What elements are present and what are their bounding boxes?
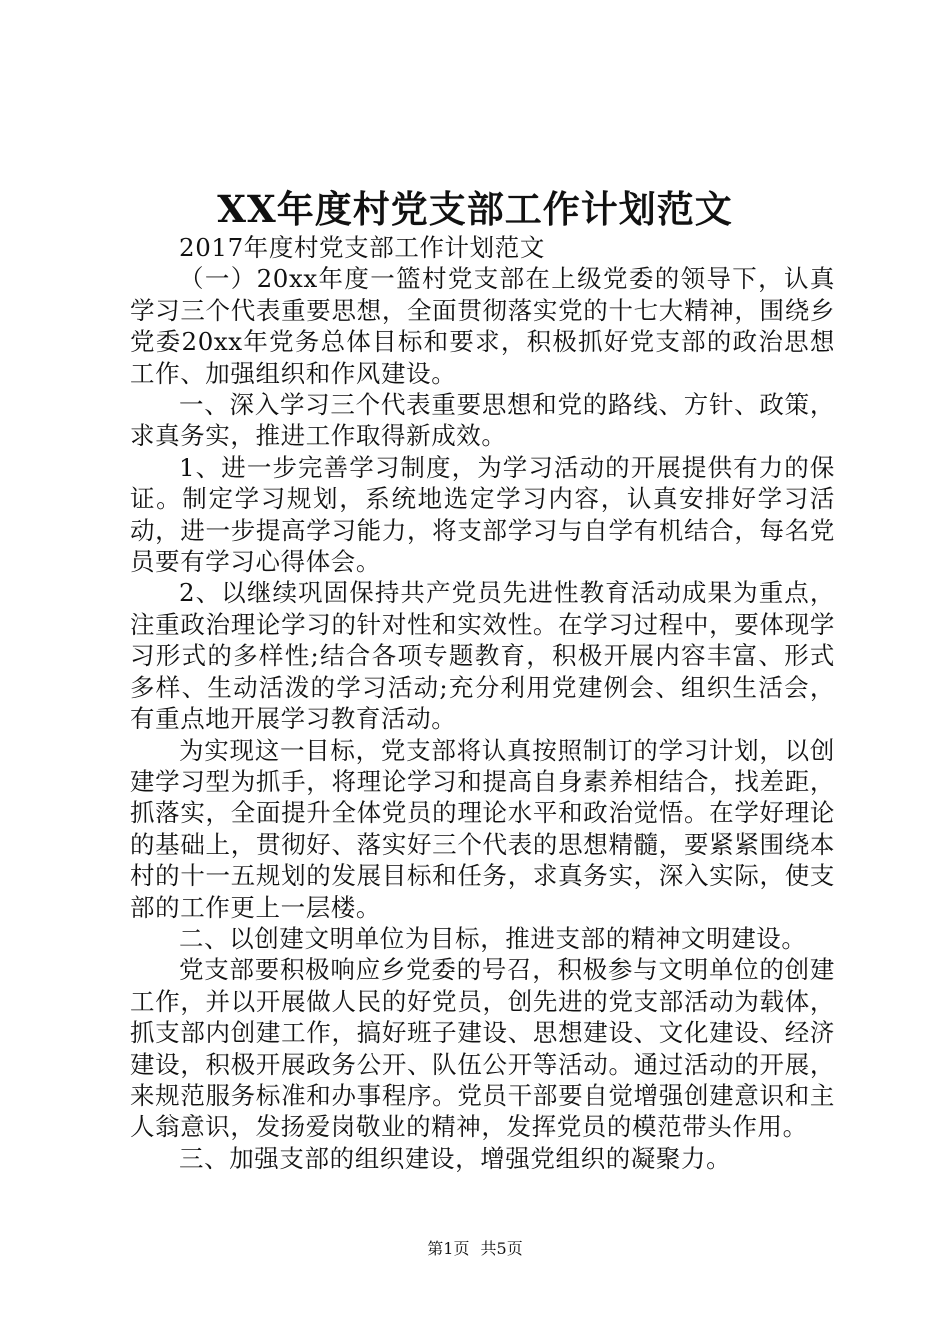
document-title: XX年度村党支部工作计划范文 — [217, 187, 733, 231]
page-number: 第1页 — [427, 1239, 470, 1258]
paragraph-section-1-heading: 一、深入学习三个代表重要思想和党的路线、方针、政策，求真务实，推进工作取得新成效。 — [130, 390, 835, 451]
page-total: 共5页 — [480, 1239, 523, 1258]
paragraph-section-2-heading: 二、以创建文明单位为目标，推进支部的精神文明建设。 — [179, 923, 807, 953]
paragraph-intro: （一）20xx年度一篮村党支部在上级党委的领导下，认真学习三个代表重要思想，全面贯彻落实党的十七大精神，围绕乡党委20xx年党务总体目标和要求，积极抓好党支部的政治思想工作、加强组织和作风建设。 — [130, 264, 835, 388]
paragraph-goal: 为实现这一目标，党支部将认真按照制订的学习计划，以创建学习型为抓手，将理论学习和提高自身素养相结合，找差距，抓落实，全面提升全体党员的理论水平和政治觉悟。在学好理论的基础上，贯彻好、落实好三个代表的思想精髓，要紧紧围绕本村的十一五规划的发展目标和任务，求真务实，深入实际，使支部的工作更上一层楼。 — [130, 735, 835, 922]
paragraph-subtitle: 2017年度村党支部工作计划范文 — [179, 233, 545, 262]
paragraph-section-2-body: 党支部要积极响应乡党委的号召，积极参与文明单位的创建工作，并以开展做人民的好党员，创先进的党支部活动为载体，抓支部内创建工作，搞好班子建设、思想建设、文化建设、经济建设，积极开展政务公开、队伍公开等活动。通过活动的开展，来规范服务标准和办事程序。党员干部要自觉增强创建意识和主人翁意识，发扬爱岗敬业的精神，发挥党员的模范带头作用。 — [130, 955, 835, 1142]
page-footer — [0, 1238, 950, 1260]
document-body — [130, 232, 835, 1174]
paragraph-section-3-heading: 三、加强支部的组织建设，增强党组织的凝聚力。 — [179, 1143, 732, 1173]
paragraph-item-1: 1、进一步完善学习制度，为学习活动的开展提供有力的保证。制定学习规划，系统地选定学习内容，认真安排好学习活动，进一步提高学习能力，将支部学习与自学有机结合，每名党员要有学习心得体会。 — [130, 452, 835, 577]
paragraph-item-2: 2、以继续巩固保持共产党员先进性教育活动成果为重点，注重政治理论学习的针对性和实效性。在学习过程中，要体现学习形式的多样性;结合各项专题教育，积极开展内容丰富、形式多样、生动活泼的学习活动;充分利用党建例会、组织生活会，有重点地开展学习教育活动。 — [130, 578, 835, 734]
